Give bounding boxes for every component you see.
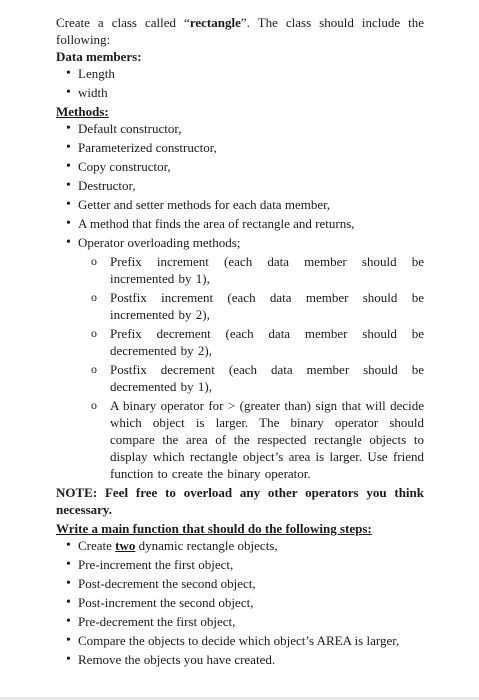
- list-item: • Compare the objects to decide which object’s AREA is larger,: [66, 632, 424, 649]
- intro-text-start: Create a class called “: [56, 15, 190, 30]
- assignment-text: [56, 14, 424, 670]
- sub-list-item: o A binary operator for > (greater than) sign that will decide which object is larger. The binary operator should compare the area of the respected rectangle objects to display which rectangle object’s area is larger. Use friend function to create the binary operator.: [86, 397, 424, 482]
- step-emphasis: two: [115, 538, 136, 553]
- list-item: • Post-increment the second object,: [66, 594, 424, 611]
- sub-list-item: o Prefix decrement (each data member should be decremented by 2),: [86, 325, 424, 359]
- operator-overloading-list: [56, 253, 424, 482]
- list-item: • width: [66, 84, 424, 101]
- data-members-heading: Data members:: [56, 49, 142, 64]
- list-item: • Operator overloading methods;: [66, 234, 424, 251]
- class-name: rectangle: [189, 15, 241, 30]
- list-item: • Default constructor,: [66, 120, 424, 137]
- sub-list-item: o Postfix decrement (each data member should be decremented by 1),: [86, 361, 424, 395]
- intro-text-end: ”. The class should include the following:: [56, 15, 425, 47]
- list-item: • Remove the objects you have created.: [66, 651, 424, 668]
- methods-heading: Methods:: [56, 104, 109, 119]
- list-item: • Parameterized constructor,: [66, 139, 424, 156]
- step-text: dynamic rectangle objects,: [135, 538, 278, 553]
- data-members-list: [56, 65, 424, 101]
- methods-list: [56, 120, 424, 251]
- main-function-heading: Write a main function that should do the following steps:: [56, 521, 372, 536]
- list-item: • Post-decrement the second object,: [66, 575, 424, 592]
- main-steps-list: [56, 537, 424, 668]
- note-paragraph: NOTE: Feel free to overload any other operators you think necessary.: [56, 485, 424, 517]
- list-item: • Pre-increment the first object,: [66, 556, 424, 573]
- sub-list-item: o Postfix increment (each data member should be incremented by 2),: [86, 289, 424, 323]
- intro-paragraph: [56, 14, 424, 48]
- sub-list-item: o Prefix increment (each data member should be incremented by 1),: [86, 253, 424, 287]
- list-item: • A method that finds the area of rectangle and returns,: [66, 215, 424, 232]
- list-item: • Destructor,: [66, 177, 424, 194]
- list-item: • Copy constructor,: [66, 158, 424, 175]
- list-item: • Pre-decrement the first object,: [66, 613, 424, 630]
- list-item: [66, 537, 424, 554]
- list-item: • Length: [66, 65, 424, 82]
- step-text: Create: [78, 538, 116, 553]
- list-item: • Getter and setter methods for each data member,: [66, 196, 424, 213]
